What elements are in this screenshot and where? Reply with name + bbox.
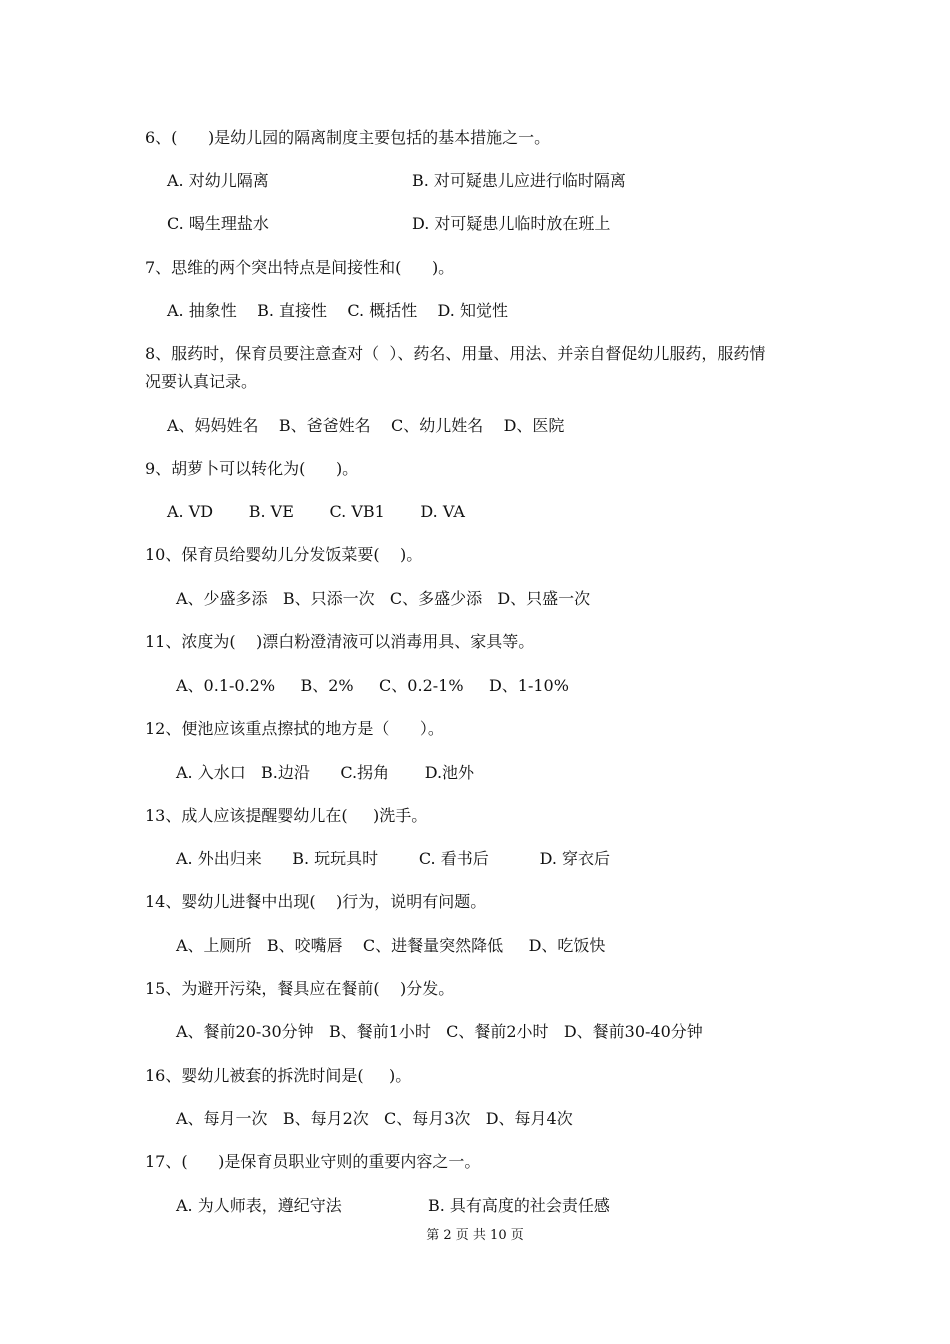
question-12: 12、便池应该重点擦拭的地方是（ ）。 [145,719,444,738]
question-6-option-a: A. 对幼儿隔离 [167,171,269,190]
question-8: 8、服药时，保育员要注意查对（ ）、药名、用量、用法、并亲自督促幼儿服药，服药情 [145,344,766,363]
question-17-option-a: A. 为人师表，遵纪守法 [176,1196,342,1215]
question-9: 9、胡萝卜可以转化为( )。 [145,459,359,478]
question-6-option-c: C. 喝生理盐水 [167,214,269,233]
question-7-options: A. 抽象性 B. 直接性 C. 概括性 D. 知觉性 [167,301,508,320]
question-16-options: A、每月一次 B、每月2次 C、每月3次 D、每月4次 [176,1109,573,1128]
question-6-option-d: D. 对可疑患儿临时放在班上 [412,214,611,233]
question-10: 10、保育员给婴幼儿分发饭菜要( )。 [145,545,423,564]
question-11-options: A、0.1-0.2% B、2% C、0.2-1% D、1-10% [176,676,569,695]
question-11: 11、浓度为( )漂白粉澄清液可以消毒用具、家具等。 [145,632,535,651]
question-8-options: A、妈妈姓名 B、爸爸姓名 C、幼儿姓名 D、医院 [167,416,565,435]
question-12-options: A. 入水口 B.边沿 C.拐角 D.池外 [176,763,475,782]
question-17-option-b: B. 具有高度的社会责任感 [428,1196,610,1215]
question-15: 15、为避开污染，餐具应在餐前( )分发。 [145,979,455,998]
question-10-options: A、少盛多添 B、只添一次 C、多盛少添 D、只盛一次 [176,589,591,608]
question-9-options: A. VD B. VE C. VB1 D. VA [167,502,465,521]
question-13-options: A. 外出归来 B. 玩玩具时 C. 看书后 D. 穿衣后 [176,849,610,868]
question-7: 7、思维的两个突出特点是间接性和( )。 [145,258,455,277]
question-15-options: A、餐前20-30分钟 B、餐前1小时 C、餐前2小时 D、餐前30-40分钟 [176,1022,703,1041]
question-16: 16、婴幼儿被套的拆洗时间是( )。 [145,1066,412,1085]
question-8-continued: 况要认真记录。 [145,372,258,391]
question-6: 6、( )是幼儿园的隔离制度主要包括的基本措施之一。 [145,128,551,147]
question-13: 13、成人应该提醒婴幼儿在( )洗手。 [145,806,428,825]
question-14: 14、婴幼儿进餐中出现( )行为，说明有问题。 [145,892,487,911]
page-footer: 第 2 页 共 10 页 [426,1228,524,1243]
question-6-option-b: B. 对可疑患儿应进行临时隔离 [412,171,626,190]
question-17: 17、( )是保育员职业守则的重要内容之一。 [145,1152,481,1171]
question-14-options: A、上厕所 B、咬嘴唇 C、进餐量突然降低 D、吃饭快 [176,936,606,955]
